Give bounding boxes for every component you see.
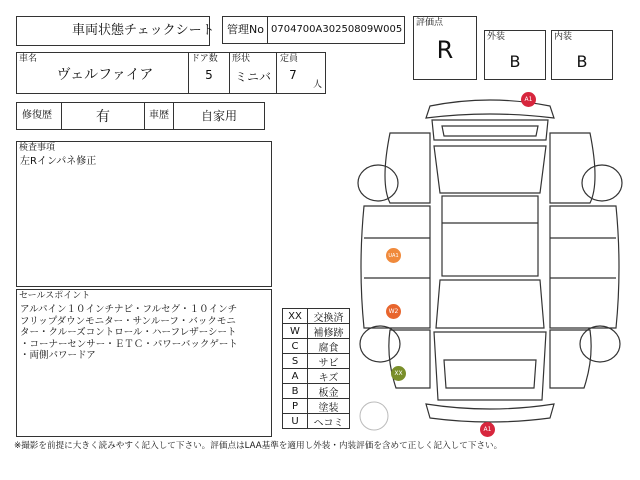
overall-grade-value: R [436,36,454,64]
capacity-value: 7 [289,68,297,82]
repair-value: 有 [96,109,110,125]
left-front-wheel-outline [358,165,398,201]
exterior-grade-value: B [509,52,521,71]
sheet-title: 車両状態チェックシート [72,23,215,38]
legend-code: C [282,338,308,354]
capacity-unit: 人 [313,80,323,90]
legend-meaning: 交換済 [307,308,350,324]
mgmt-value: 0704700A30250809W005 [271,24,403,35]
repair-label: 修復歴 [22,110,52,121]
rear-glass-outline [436,280,544,328]
right-front-wheel-outline [582,165,622,201]
legend-code: U [282,413,308,429]
damage-marker-w2: W2 [386,304,401,319]
interior-grade-label: 内装 [554,32,573,42]
blank-marker [360,402,388,430]
capacity-label: 定員 [280,54,299,64]
legend-code: S [282,353,308,369]
sales-lines [20,304,238,362]
rear-bumper-outline [426,404,554,422]
legend-code: XX [282,308,308,324]
legend-code: A [282,368,308,384]
usage-value: 自家用 [200,109,237,123]
doors-label: ドア数 [191,54,218,64]
legend-code: W [282,323,308,339]
right-rear-wheel-outline [580,326,620,362]
windshield-outline [434,146,546,193]
left-rear-wheel-outline [360,326,400,362]
sales-line: ・コーナーセンサー・ＥＴＣ・パワーバックゲート [20,338,238,350]
damage-marker-a1-rear: A1 [480,422,495,437]
overall-grade-label: 評価点 [416,18,444,28]
usage-label: 車歴 [149,110,169,121]
legend-meaning: 塗装 [307,398,350,414]
shape-label: 形状 [232,54,251,64]
sales-label: セールスポイント [19,291,91,301]
sales-line: フリップダウンモニター・サンルーフ・バックモニ [20,315,236,327]
legend-meaning: 腐食 [307,338,350,354]
damage-marker-ua1: UA1 [386,248,401,263]
legend-meaning: キズ [307,368,350,384]
footer-note: ※撮影を前提に大きく読みやすく記入して下さい。評価点はLAA基準を適用し外装・内装評価を含めて正しく記入して下さい。 [14,441,503,451]
damage-marker-a1-front: A1 [521,92,536,107]
damage-legend [282,308,350,436]
interior-grade-value: B [576,52,588,71]
roof-outline [442,196,538,276]
sales-line: ・両側パワードア [20,350,96,361]
left-front-fender-outline [385,133,430,203]
legend-meaning: 板金 [307,383,350,399]
vehicle-name-value: ヴェルファイア [56,67,154,83]
sales-line: ター・クルーズコントロール・ハーフレザーシート [20,327,237,338]
right-rear-fender-outline [550,330,591,388]
damage-marker-xx: XX [391,366,406,381]
right-side-outline [550,206,619,328]
legend-code: B [282,383,308,399]
right-front-fender-outline [550,133,595,203]
mgmt-label: 管理No [227,23,264,36]
legend-meaning: 補修跡 [307,323,350,339]
legend-code: P [282,398,308,414]
car-diagram [350,88,640,438]
vehicle-name-label: 車名 [19,54,38,64]
shape-value: ミニバ [234,70,271,84]
inspection-label: 検査事項 [19,143,56,153]
doors-value: 5 [205,68,213,82]
inspection-text: 左Rインパネ修正 [20,156,97,167]
tailgate-outline [434,332,546,400]
sales-line: アルパイン１０インチナビ・フルセグ・１０インチ [20,304,238,315]
legend-meaning: ヘコミ [307,413,350,429]
exterior-grade-label: 外装 [487,32,506,42]
hood-outline [432,120,548,140]
legend-meaning: サビ [307,353,350,369]
